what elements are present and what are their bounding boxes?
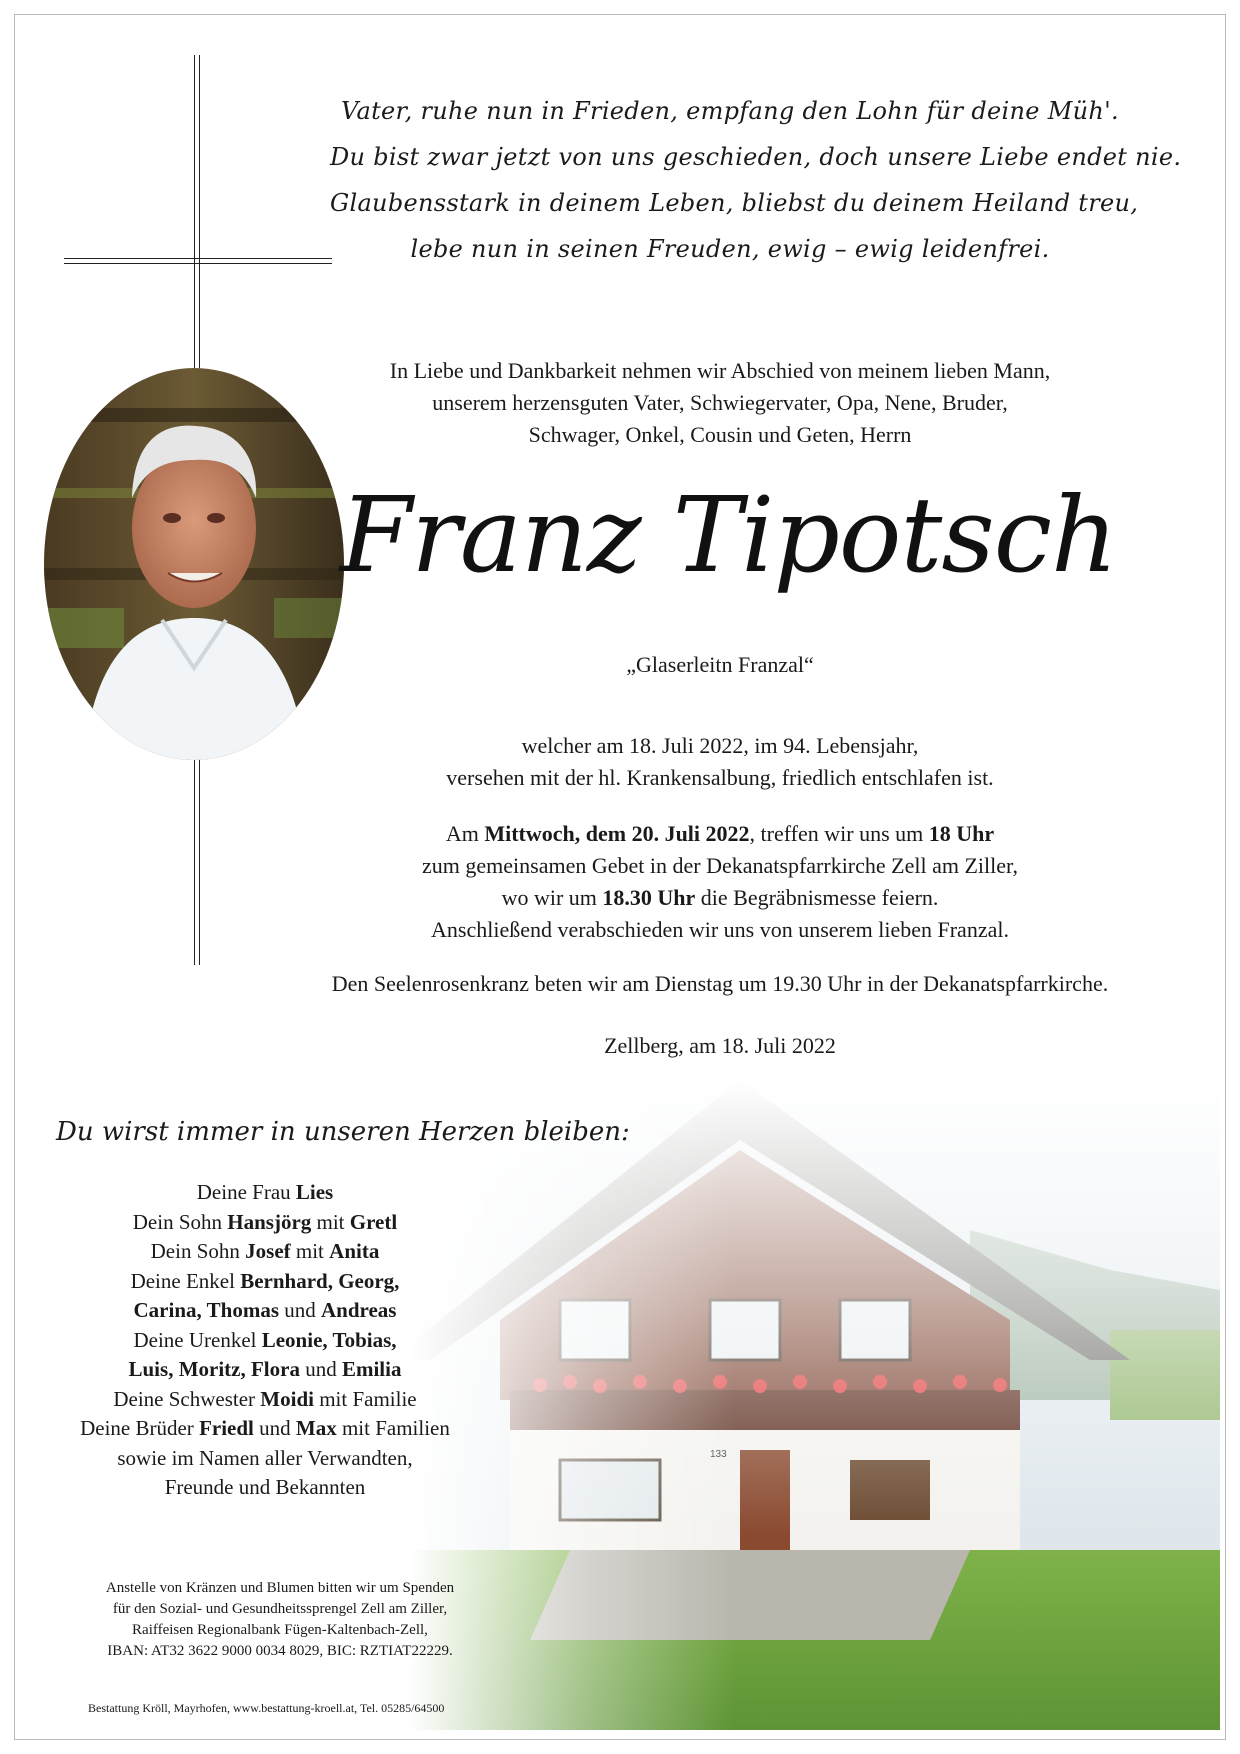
undertaker-footer: Bestattung Kröll, Mayrhofen, www.bestattung-kroell.at, Tel. 05285/64500: [88, 1701, 445, 1715]
mourner-line: Luis, Moritz, Flora und Emilia: [128, 1357, 402, 1381]
nickname: „Glaserleitn Franzal“: [626, 652, 814, 677]
death-notice: [260, 730, 1180, 794]
mourner-line: Dein Sohn Hansjörg mit Gretl: [132, 1209, 398, 1234]
mourner-line: Freunde und Bekannten: [164, 1475, 366, 1499]
poem-line: Du bist zwar jetzt von uns geschieden, doch unsere Liebe endet nie.: [330, 143, 1182, 171]
funeral-line: wo wir um 18.30 Uhr die Begräbnismesse feiern.: [501, 885, 939, 910]
death-line: versehen mit der hl. Krankensalbung, friedlich entschlafen ist.: [446, 765, 994, 790]
motto: Du wirst immer in unseren Herzen bleiben:: [56, 1117, 630, 1147]
mourner-line: Deine Schwester Moidi mit Familie: [113, 1386, 417, 1411]
donation-line: IBAN: AT32 3622 9000 0034 8029, BIC: RZTIAT22229.: [107, 1643, 453, 1659]
cross-horizontal-bar: [64, 258, 332, 264]
mourner-line: sowie im Namen aller Verwandten,: [117, 1445, 413, 1470]
mourner-line: Carina, Thomas und Andreas: [133, 1298, 397, 1322]
intro-line: unserem herzensguten Vater, Schwiegervater, Opa, Nene, Bruder,: [432, 390, 1008, 415]
mourner-line: Deine Brüder Friedl und Max mit Familien: [80, 1416, 450, 1440]
funeral-line: zum gemeinsamen Gebet in der Dekanatspfarrkirche Zell am Ziller,: [422, 853, 1018, 878]
donation-line: Raiffeisen Regionalbank Fügen-Kaltenbach-Zell,: [132, 1622, 428, 1638]
mourner-line: Dein Sohn Josef mit Anita: [150, 1239, 380, 1263]
donation-line: für den Sozial- und Gesundheitssprengel Zell am Ziller,: [112, 1601, 448, 1617]
funeral-line: Am Mittwoch, dem 20. Juli 2022, treffen wir uns um 18 Uhr: [445, 821, 995, 846]
portrait-photo: [44, 368, 344, 760]
poem-line: Glaubensstark in deinem Leben, bliebst du deinem Heiland treu,: [330, 189, 1139, 217]
mourners-list: [60, 1178, 470, 1503]
poem: [330, 88, 1182, 272]
donation-line: Anstelle von Kränzen und Blumen bitten wir um Spenden: [105, 1580, 455, 1596]
deceased-name: Franz Tipotsch: [340, 474, 1117, 596]
house-photo: [410, 1080, 1220, 1730]
intro-line: In Liebe und Dankbarkeit nehmen wir Abschied von meinem lieben Mann,: [389, 358, 1051, 383]
donation-notice: [60, 1578, 500, 1662]
intro-text: [300, 355, 1140, 451]
funeral-line: Anschließend verabschieden wir uns von unserem lieben Franzal.: [431, 917, 1009, 942]
poem-line: lebe nun in seinen Freuden, ewig – ewig leidenfrei.: [410, 235, 1050, 263]
place-date: Zellberg, am 18. Juli 2022: [604, 1033, 836, 1058]
rosary-notice: Den Seelenrosenkranz beten wir am Dienstag um 19.30 Uhr in der Dekanatspfarrkirche.: [331, 971, 1109, 996]
death-line: welcher am 18. Juli 2022, im 94. Lebensjahr,: [521, 733, 919, 758]
mourner-line: Deine Urenkel Leonie, Tobias,: [133, 1327, 397, 1352]
poem-line: Vater, ruhe nun in Frieden, empfang den Lohn für deine Müh'.: [341, 97, 1119, 125]
funeral-details: [260, 818, 1180, 946]
intro-line: Schwager, Onkel, Cousin und Geten, Herrn: [528, 422, 912, 447]
mourner-line: Deine Enkel Bernhard, Georg,: [130, 1268, 400, 1293]
mourner-line: Deine Frau Lies: [196, 1180, 334, 1204]
